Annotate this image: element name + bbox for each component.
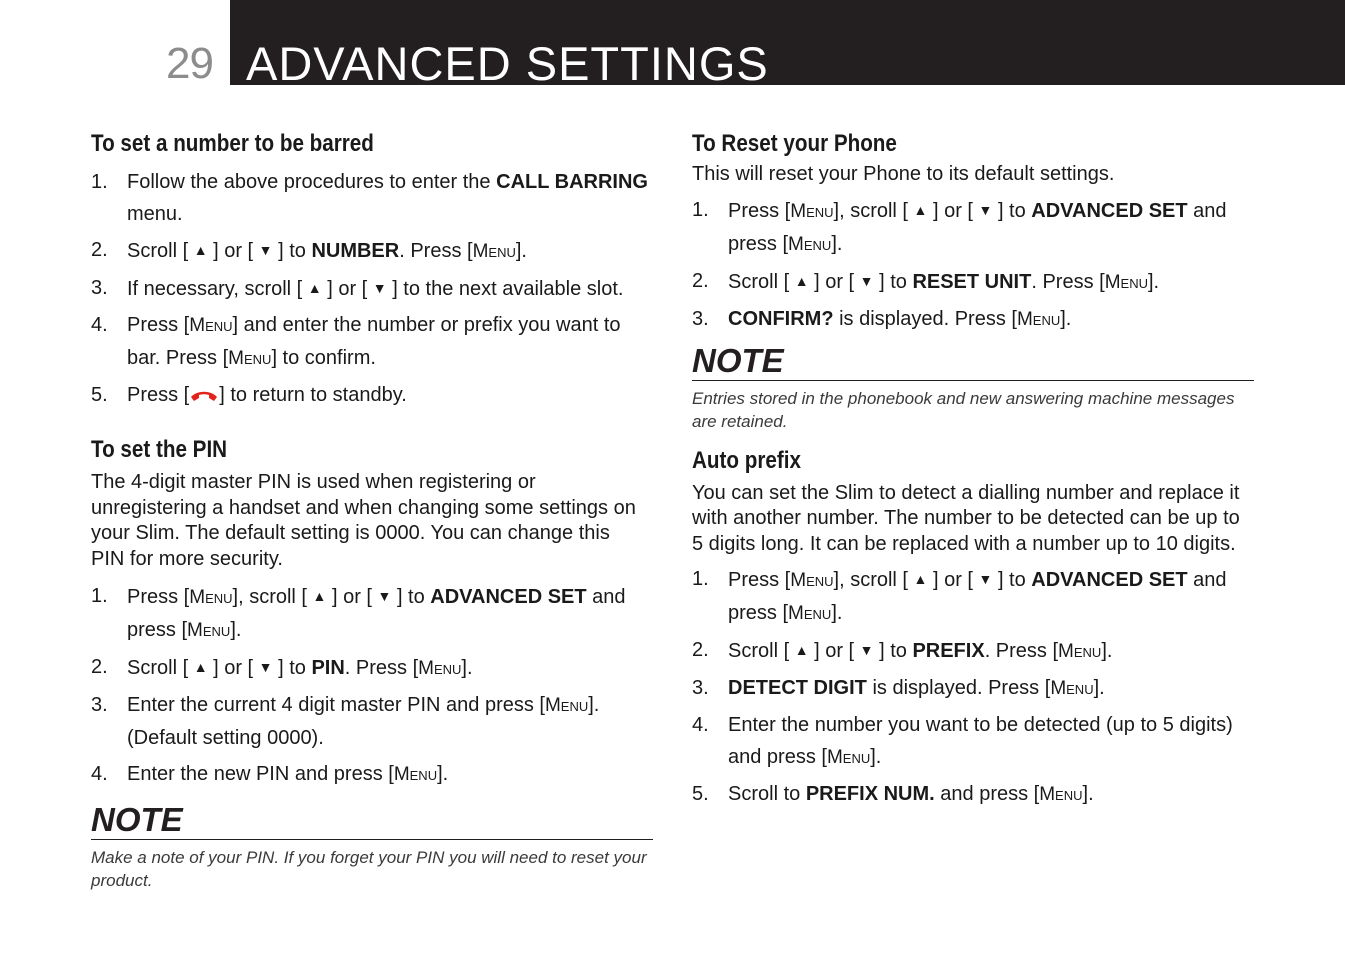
list-item: 1. Press [Menu], scroll [ ▲ ] or [ ▼ ] to ADVANCED SET and press [Menu]. <box>692 194 1254 261</box>
menu-key: Menu <box>189 587 233 608</box>
down-arrow-icon: ▼ <box>859 642 874 658</box>
menu-key: Menu <box>1039 784 1083 805</box>
red-phone-hangup-icon <box>189 382 219 414</box>
barred-steps <box>91 166 653 414</box>
pin-intro: The 4-digit master PIN is used when registering or unregistering a handset and when changing some settings on your Slim. The default setting is 0000. You can change this PIN for more security. <box>91 471 636 570</box>
page-number: 29 <box>166 39 213 88</box>
list-item: 2. Scroll [ ▲ ] or [ ▼ ] to PREFIX. Press [Menu]. <box>692 634 1254 668</box>
menu-key: Menu <box>544 695 589 716</box>
menu-key: Menu <box>187 620 231 641</box>
list-item: 1. Follow the above procedures to enter the CALL BARRING menu. <box>91 171 648 225</box>
up-arrow-icon: ▲ <box>794 272 809 289</box>
list-item: 3. Enter the current 4 digit master PIN and press [Menu]. (Default setting 0000). <box>91 694 600 749</box>
section-heading-pin: To set the PIN <box>91 436 228 463</box>
menu-key: Menu <box>472 241 516 262</box>
list-item: 3. If necessary, scroll [ ▲ ] or [ ▼ ] to the next available slot. <box>91 272 653 305</box>
reset-steps <box>692 194 1254 336</box>
note-heading: NOTE <box>692 341 784 379</box>
pin-steps <box>91 580 653 791</box>
reset-intro: This will reset your Phone to its default settings. <box>692 163 1115 185</box>
up-arrow-icon: ▲ <box>193 659 208 675</box>
divider <box>692 380 1254 381</box>
list-item: 1. Press [Menu], scroll [ ▲ ] or [ ▼ ] to ADVANCED SET and press [Menu]. <box>692 563 1254 630</box>
up-arrow-icon: ▲ <box>307 280 322 296</box>
menu-key: Menu <box>189 315 233 336</box>
menu-key: Menu <box>788 233 832 255</box>
menu-key: Menu <box>393 764 438 785</box>
page-title: ADVANCED SETTINGS <box>246 37 769 90</box>
list-item: 3. CONFIRM? is displayed. Press [Menu]. <box>692 307 1072 330</box>
down-arrow-icon: ▼ <box>258 659 273 675</box>
right-column <box>692 128 1254 815</box>
menu-key: Menu <box>788 603 832 624</box>
list-item: 5. Press [ ] to return to standby. <box>91 379 653 414</box>
section-heading-barred: To set a number to be barred <box>91 130 374 157</box>
left-column <box>91 128 653 892</box>
list-item: 2. Scroll [ ▲ ] or [ ▼ ] to NUMBER. Press [Menu]. <box>91 234 653 268</box>
down-arrow-icon: ▼ <box>258 242 273 258</box>
down-arrow-icon: ▼ <box>978 571 993 587</box>
menu-key: Menu <box>826 747 871 768</box>
prefix-intro: You can set the Slim to detect a dialling number and replace it with another number. The number to be detected can be up to 5 digits long. It can be replaced with a number up to 10 digits. <box>692 481 1240 555</box>
menu-key: Menu <box>790 570 834 591</box>
note-text: Entries stored in the phonebook and new answering machine messages are retained. <box>692 388 1235 431</box>
menu-key: Menu <box>418 658 462 679</box>
menu-key: Menu <box>228 348 272 369</box>
down-arrow-icon: ▼ <box>372 280 387 296</box>
list-item: 2. Scroll [ ▲ ] or [ ▼ ] to RESET UNIT. Press [Menu]. <box>692 265 1254 299</box>
list-item: 4. Press [Menu] and enter the number or prefix you want to bar. Press [Menu] to confirm. <box>91 314 621 369</box>
menu-key: Menu <box>1050 678 1094 699</box>
up-arrow-icon: ▲ <box>913 571 928 587</box>
list-item: 4. Enter the number you want to be detected (up to 5 digits) and press [Menu]. <box>692 714 1233 768</box>
note-box <box>692 341 1254 433</box>
up-arrow-icon: ▲ <box>312 588 327 604</box>
section-heading-reset: To Reset your Phone <box>692 130 897 157</box>
note-box <box>91 803 653 892</box>
divider <box>91 839 653 840</box>
menu-key: Menu <box>790 200 834 222</box>
down-arrow-icon: ▼ <box>859 272 874 289</box>
up-arrow-icon: ▲ <box>913 201 928 218</box>
menu-key: Menu <box>1016 308 1061 330</box>
list-item: 3. DETECT DIGIT is displayed. Press [Menu]. <box>692 677 1105 699</box>
section-heading-prefix: Auto prefix <box>692 446 801 474</box>
list-item: 4. Enter the new PIN and press [Menu]. <box>91 763 449 785</box>
note-heading: NOTE <box>91 801 183 838</box>
up-arrow-icon: ▲ <box>193 242 208 258</box>
down-arrow-icon: ▼ <box>377 588 392 604</box>
menu-key: Menu <box>1104 271 1148 293</box>
list-item: 1. Press [Menu], scroll [ ▲ ] or [ ▼ ] to ADVANCED SET and press [Menu]. <box>91 580 653 647</box>
prefix-steps <box>692 563 1254 811</box>
note-text: Make a note of your PIN. If you forget your PIN you will need to reset your product. <box>91 848 647 890</box>
down-arrow-icon: ▼ <box>978 201 993 218</box>
up-arrow-icon: ▲ <box>794 642 809 658</box>
menu-key: Menu <box>1058 641 1102 662</box>
list-item: 5. Scroll to PREFIX NUM. and press [Menu]. <box>692 783 1094 805</box>
list-item: 2. Scroll [ ▲ ] or [ ▼ ] to PIN. Press [Menu]. <box>91 651 653 685</box>
